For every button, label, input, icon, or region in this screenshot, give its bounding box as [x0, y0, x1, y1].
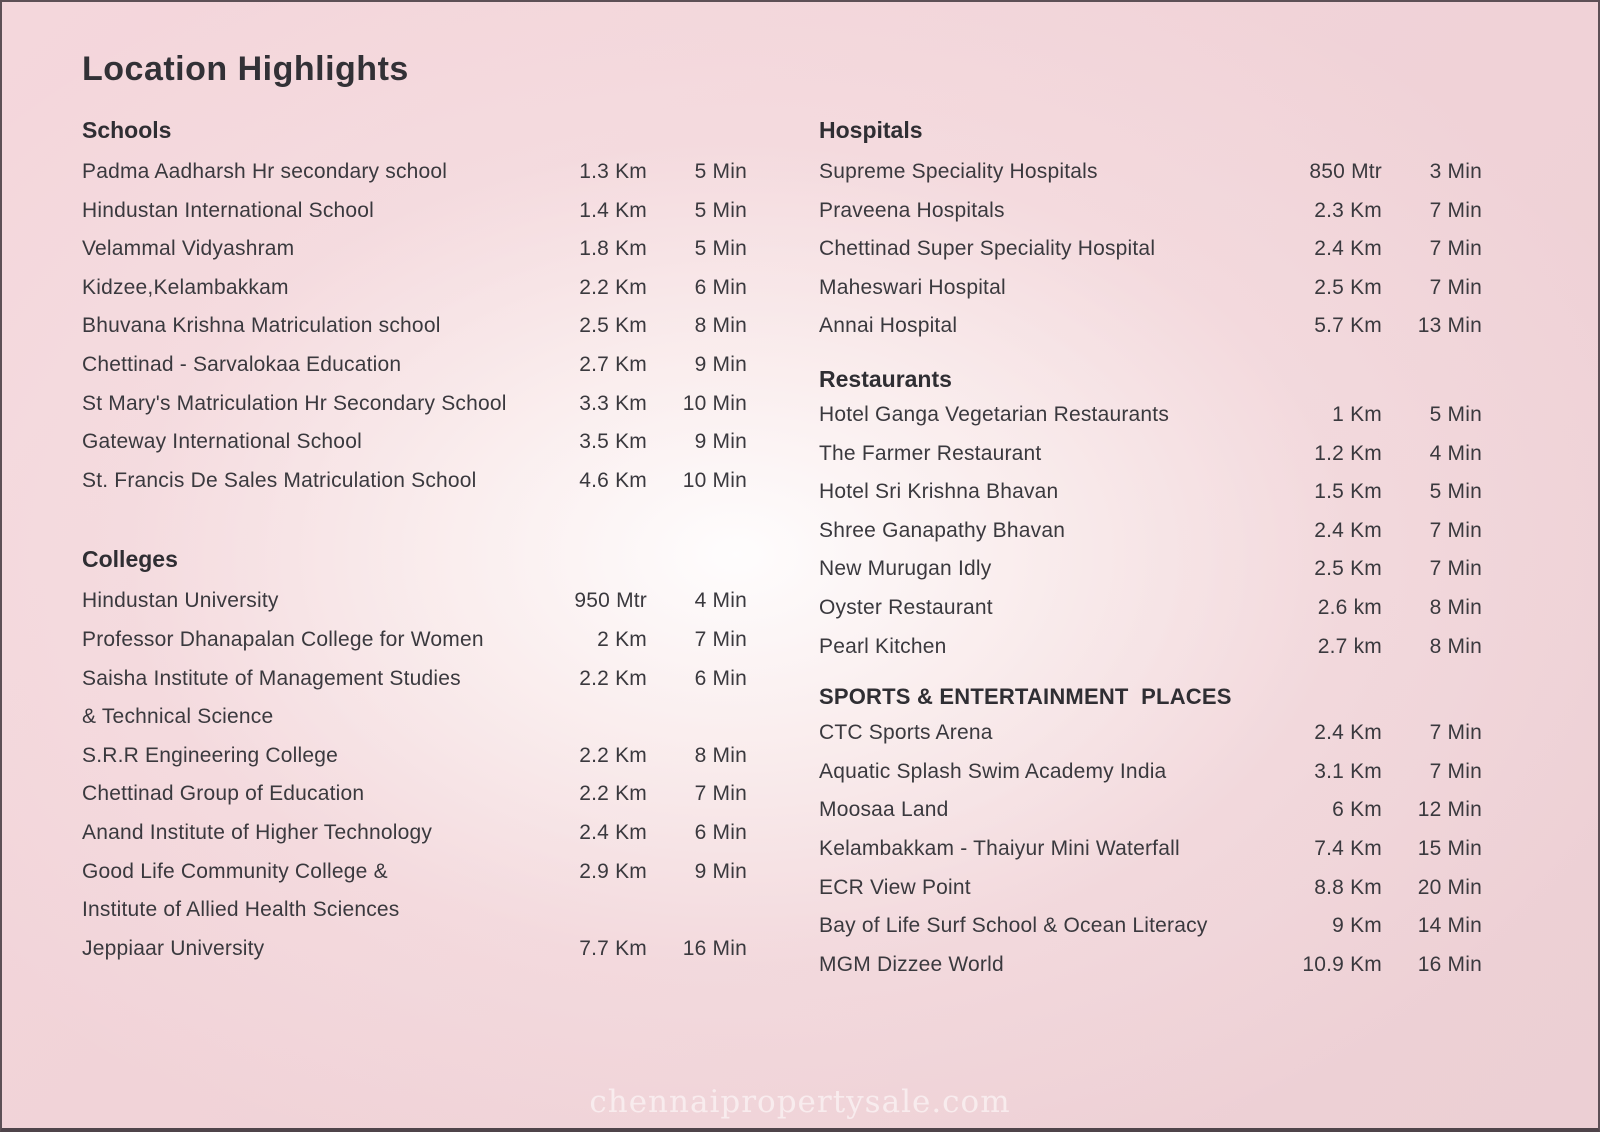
poi-row	[819, 396, 1482, 435]
poi-name: St Mary's Matriculation Hr Secondary School	[82, 391, 507, 415]
poi-time: 7 Min	[1429, 198, 1482, 222]
poi-distance: 3.3 Km	[579, 391, 647, 415]
poi-row	[82, 930, 747, 969]
poi-time: 5 Min	[1429, 480, 1482, 504]
poi-row	[82, 269, 747, 308]
poi-row	[819, 512, 1482, 551]
poi-distance: 4.6 Km	[579, 468, 647, 492]
poi-name: ECR View Point	[819, 875, 971, 899]
poi-time: 20 Min	[1417, 875, 1482, 899]
poi-distance: 2.9 Km	[579, 859, 647, 883]
poi-time: 4 Min	[694, 589, 747, 613]
poi-name: CTC Sports Arena	[819, 721, 993, 745]
section-sports-entertainment	[819, 682, 1482, 984]
schools-heading: Schools	[82, 117, 172, 143]
poi-name: Hotel Sri Krishna Bhavan	[819, 480, 1059, 504]
poi-distance: 2.6 km	[1317, 595, 1382, 619]
poi-time: 8 Min	[694, 314, 747, 338]
poi-name: St. Francis De Sales Matriculation School	[82, 468, 477, 492]
poi-distance: 2.7 Km	[579, 352, 647, 376]
poi-row	[819, 830, 1482, 869]
poi-name: New Murugan Idly	[819, 557, 992, 581]
poi-time: 5 Min	[1429, 402, 1482, 426]
poi-time: 8 Min	[1429, 595, 1482, 619]
poi-time: 15 Min	[1417, 836, 1482, 860]
poi-row	[819, 628, 1482, 667]
content-columns	[82, 115, 1598, 984]
poi-row	[819, 714, 1482, 753]
section-schools	[82, 115, 747, 500]
poi-row	[819, 791, 1482, 830]
restaurants-heading: Restaurants	[819, 365, 952, 392]
poi-name: Kidzee,Kelambakkam	[82, 275, 289, 299]
poi-row	[82, 582, 747, 621]
poi-name: Oyster Restaurant	[819, 595, 993, 619]
poi-row	[819, 550, 1482, 589]
section-restaurants	[819, 364, 1482, 666]
sports-entertainment-list	[819, 714, 1482, 984]
poi-row	[82, 737, 747, 776]
poi-time: 5 Min	[694, 237, 747, 261]
poi-name: Hotel Ganga Vegetarian Restaurants	[819, 402, 1170, 426]
poi-name: Gateway International School	[82, 430, 362, 454]
poi-row	[82, 153, 747, 192]
poi-row	[819, 307, 1482, 346]
poi-distance: 2.4 Km	[1314, 518, 1382, 542]
poi-row	[819, 153, 1482, 192]
poi-row	[82, 307, 747, 346]
poi-time: 9 Min	[694, 352, 747, 376]
poi-row	[82, 423, 747, 462]
poi-name: Padma Aadharsh Hr secondary school	[82, 160, 448, 183]
poi-name: Chettinad Super Speciality Hospital	[819, 237, 1156, 261]
poi-time: 5 Min	[694, 198, 747, 222]
poi-name: Velammal Vidyashram	[82, 237, 295, 261]
poi-distance: 1 Km	[1332, 402, 1382, 426]
poi-name-line2: & Technical Science	[82, 705, 274, 729]
poi-time: 8 Min	[1429, 634, 1482, 658]
poi-distance: 9 Km	[1332, 914, 1382, 938]
poi-time: 4 Min	[1429, 441, 1482, 465]
poi-time: 10 Min	[682, 391, 747, 415]
poi-row	[819, 869, 1482, 908]
poi-time: 16 Min	[682, 936, 747, 960]
poi-name: Saisha Institute of Management Studies & Technical Science	[82, 660, 535, 737]
poi-distance: 7.7 Km	[579, 936, 647, 960]
poi-distance: 850 Mtr	[1309, 160, 1382, 183]
page-title: Location Highlights	[82, 50, 409, 88]
colleges-list	[82, 582, 747, 968]
poi-row	[82, 346, 747, 385]
poi-name: Kelambakkam - Thaiyur Mini Waterfall	[819, 836, 1180, 860]
section-colleges	[82, 544, 747, 968]
poi-distance: 5.7 Km	[1314, 314, 1382, 338]
poi-row	[82, 192, 747, 231]
poi-row	[82, 621, 747, 660]
poi-time: 13 Min	[1417, 314, 1482, 338]
poi-distance: 1.3 Km	[579, 160, 647, 183]
poi-distance: 3.1 Km	[1314, 759, 1382, 783]
poi-row	[82, 814, 747, 853]
poi-distance: 2.5 Km	[1314, 275, 1382, 299]
poi-time: 5 Min	[694, 160, 747, 183]
poi-distance: 10.9 Km	[1302, 952, 1382, 976]
poi-row	[819, 230, 1482, 269]
poi-time: 9 Min	[694, 859, 747, 883]
poi-name: Good Life Community College & Institute of Allied Health Sciences	[82, 853, 535, 930]
poi-distance: 2.4 Km	[1314, 237, 1382, 261]
poi-distance: 2.2 Km	[579, 743, 647, 767]
poi-row	[82, 775, 747, 814]
poi-name: Chettinad Group of Education	[82, 782, 365, 806]
poi-distance: 2.5 Km	[1314, 557, 1382, 581]
poi-name: Bay of Life Surf School & Ocean Literacy	[819, 914, 1208, 938]
poi-time: 6 Min	[694, 666, 747, 690]
poi-time: 7 Min	[1429, 275, 1482, 299]
poi-row	[819, 753, 1482, 792]
poi-distance: 1.5 Km	[1314, 480, 1382, 504]
poi-name: Hindustan International School	[82, 198, 375, 222]
poi-name: Pearl Kitchen	[819, 634, 947, 658]
poi-time: 7 Min	[1429, 759, 1482, 783]
poi-time: 7 Min	[694, 627, 747, 651]
poi-name: Maheswari Hospital	[819, 275, 1006, 299]
poi-distance: 2.5 Km	[579, 314, 647, 338]
poi-time: 7 Min	[1429, 721, 1482, 745]
poi-name-line2: Institute of Allied Health Sciences	[82, 898, 400, 922]
poi-name: MGM Dizzee World	[819, 952, 1004, 976]
colleges-heading: Colleges	[82, 546, 178, 573]
poi-time: 9 Min	[694, 430, 747, 454]
poi-name: Shree Ganapathy Bhavan	[819, 518, 1066, 542]
poi-time: 14 Min	[1417, 914, 1482, 938]
poi-row	[819, 946, 1482, 985]
poi-name: Praveena Hospitals	[819, 198, 1005, 222]
poi-distance: 3.5 Km	[579, 430, 647, 454]
poi-distance: 6 Km	[1332, 798, 1382, 822]
poi-distance: 8.8 Km	[1314, 875, 1382, 899]
poi-time: 16 Min	[1417, 952, 1482, 976]
hospitals-heading: Hospitals	[819, 117, 923, 143]
poi-name: Professor Dhanapalan College for Women	[82, 627, 484, 651]
watermark-text: chennaipropertysale.com	[589, 1084, 1011, 1120]
poi-distance: 950 Mtr	[574, 589, 647, 613]
poi-name: Moosaa Land	[819, 798, 949, 822]
poi-name: Chettinad - Sarvalokaa Education	[82, 352, 402, 376]
poi-name: Hindustan University	[82, 589, 279, 613]
poi-row	[819, 192, 1482, 231]
poi-name: Annai Hospital	[819, 314, 958, 338]
poi-distance: 2.7 km	[1317, 634, 1382, 658]
poi-name: Anand Institute of Higher Technology	[82, 820, 433, 844]
poi-distance: 7.4 Km	[1314, 836, 1382, 860]
poi-row	[82, 853, 747, 930]
poi-row	[82, 385, 747, 424]
poi-time: 7 Min	[694, 782, 747, 806]
poi-name: The Farmer Restaurant	[819, 441, 1042, 465]
poi-row	[819, 473, 1482, 512]
poi-time: 10 Min	[682, 468, 747, 492]
restaurants-list	[819, 396, 1482, 666]
poi-distance: 2.2 Km	[579, 782, 647, 806]
section-hospitals	[819, 115, 1482, 346]
poi-time: 8 Min	[694, 743, 747, 767]
poi-distance: 1.4 Km	[579, 198, 647, 222]
poi-time: 6 Min	[694, 275, 747, 299]
poi-row	[82, 230, 747, 269]
poi-time: 7 Min	[1429, 518, 1482, 542]
poi-row	[82, 462, 747, 501]
poi-distance: 2.3 Km	[1314, 198, 1382, 222]
poi-distance: 1.8 Km	[579, 237, 647, 261]
poi-row	[819, 907, 1482, 946]
poi-distance: 2 Km	[597, 627, 647, 651]
left-column	[82, 115, 747, 984]
poi-time: 3 Min	[1429, 160, 1482, 183]
poi-distance: 2.2 Km	[579, 275, 647, 299]
poi-name: Bhuvana Krishna Matriculation school	[82, 314, 441, 338]
poi-name: Aquatic Splash Swim Academy India	[819, 759, 1167, 783]
poi-distance: 2.4 Km	[1314, 721, 1382, 745]
poi-name: Jeppiaar University	[82, 936, 265, 960]
poi-row	[819, 435, 1482, 474]
poi-row	[819, 589, 1482, 628]
schools-list	[82, 153, 747, 500]
poi-time: 6 Min	[694, 820, 747, 844]
poi-row	[819, 269, 1482, 308]
poi-distance: 2.2 Km	[579, 666, 647, 690]
sports-entertainment-heading: SPORTS & ENTERTAINMENT PLACES	[819, 684, 1232, 710]
poi-time: 7 Min	[1429, 557, 1482, 581]
poi-distance: 1.2 Km	[1314, 441, 1382, 465]
poi-row	[82, 660, 747, 737]
poi-time: 7 Min	[1429, 237, 1482, 261]
right-column	[819, 115, 1482, 984]
poi-name: S.R.R Engineering College	[82, 743, 338, 767]
hospitals-list	[819, 153, 1482, 346]
poi-name: Supreme Speciality Hospitals	[819, 160, 1098, 183]
poi-distance: 2.4 Km	[579, 820, 647, 844]
poi-time: 12 Min	[1417, 798, 1482, 822]
